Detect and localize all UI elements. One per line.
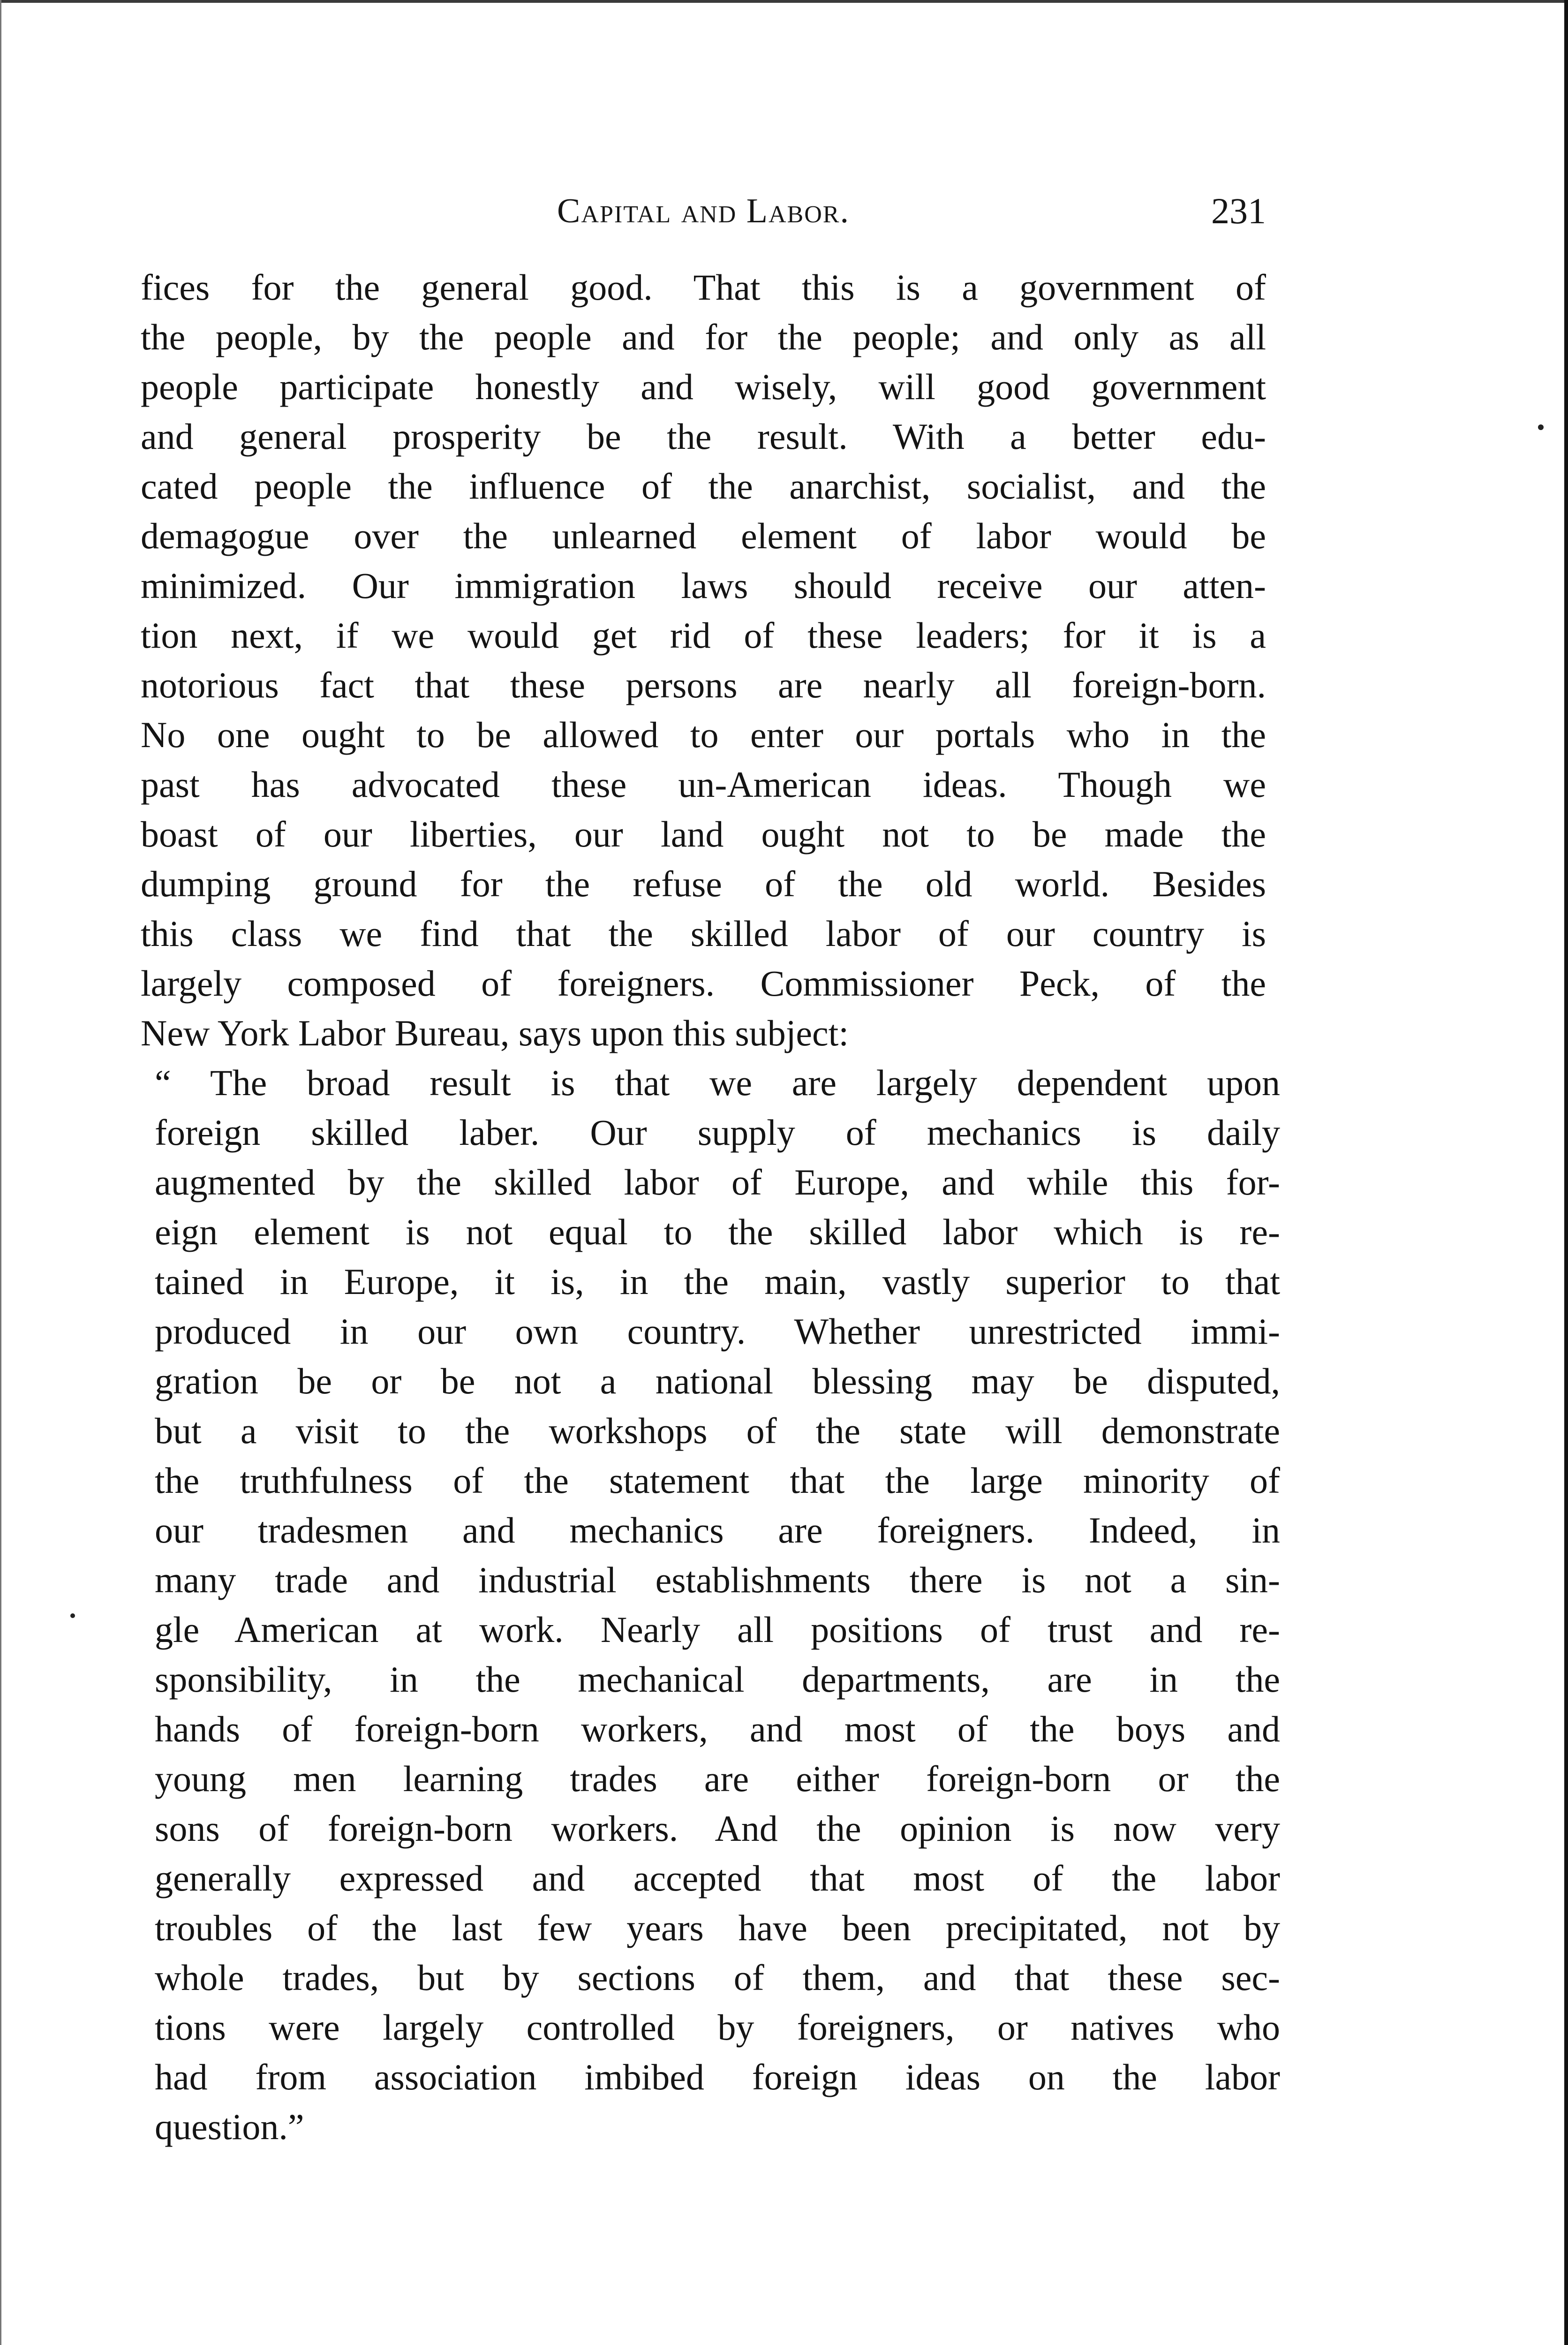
quote-line: sons of foreign-born workers. And the opinion is now very [155,1808,1280,1849]
quote-line: but a visit to the workshops of the state will demonstrate [155,1410,1280,1451]
text-line: demagogue over the unlearned element of labor would be [141,515,1266,556]
running-head [141,185,1266,237]
text-line: people participate honestly and wisely, will good government [141,366,1266,407]
quote-line: tions were largely controlled by foreigners, or natives who [155,2007,1280,2048]
quote-line: whole trades, but by sections of them, and that these sec- [155,1957,1280,1998]
text-line: dumping ground for the refuse of the old world. Besides [141,863,1266,904]
quote-line: the truthfulness of the statement that the large minority of [155,1460,1280,1501]
scan-edge-right [1564,0,1568,2345]
quote-line: sponsibility, in the mechanical departments, are in the [155,1659,1280,1700]
quote-line: had from association imbibed foreign ideas on the labor [155,2057,1280,2097]
quote-line: tained in Europe, it is, in the main, vastly superior to that [155,1261,1280,1302]
scan-edge-top [0,0,1568,3]
quote-line: gration be or be not a national blessing may be disputed, [155,1361,1280,1401]
quote-line: many trade and industrial establishments there is not a sin- [155,1559,1280,1600]
text-line: the people, by the people and for the people; and only as all [141,317,1266,357]
quote-line: gle American at work. Nearly all positions of trust and re- [155,1609,1280,1650]
running-title: Capital and Labor. [557,192,850,230]
text-line: and general prosperity be the result. With a better edu- [141,416,1266,457]
text-line: tion next, if we would get rid of these leaders; for it is a [141,615,1266,656]
text-line: past has advocated these un-American ideas. Though we [141,764,1266,805]
text-line: No one ought to be allowed to enter our portals who in the [141,714,1266,755]
quote-line: our tradesmen and mechanics are foreigners. Indeed, in [155,1510,1280,1551]
quote-line: hands of foreign-born workers, and most of the boys and [155,1709,1280,1749]
paragraph-1 [141,263,1266,1058]
quote-line: generally expressed and accepted that most of the labor [155,1858,1280,1899]
text-line: boast of our liberties, our land ought not to be made the [141,814,1266,855]
quotation-block [155,1058,1280,2152]
body-text [141,263,1280,2152]
text-line: cated people the influence of the anarchist, socialist, and the [141,466,1266,507]
text-line: notorious fact that these persons are nearly all foreign-born. [141,665,1266,705]
text-line: largely composed of foreigners. Commissioner Peck, of the [141,963,1266,1004]
quote-line: augmented by the skilled labor of Europe, and while this for- [155,1162,1280,1203]
quote-line: “ The broad result is that we are largely dependent upon [155,1062,1280,1103]
page-number: 231 [1211,190,1266,231]
quote-line: produced in our own country. Whether unrestricted immi- [155,1311,1280,1352]
text-line: minimized. Our immigration laws should receive our atten- [141,565,1266,606]
quote-line: troubles of the last few years have been precipitated, not by [155,1907,1280,1948]
text-line: this class we find that the skilled labor of our country is [141,913,1266,954]
quote-line: question.” [155,2106,304,2147]
ink-speck [1538,424,1544,430]
text-line: New York Labor Bureau, says upon this subject: [141,1013,849,1053]
quote-line: eign element is not equal to the skilled labor which is re- [155,1211,1280,1252]
text-line: fices for the general good. That this is a government of [141,267,1266,308]
scan-edge-left [0,0,1,2345]
quote-line: young men learning trades are either foreign-born or the [155,1758,1280,1799]
ink-speck [70,1613,75,1618]
quote-line: foreign skilled laber. Our supply of mechanics is daily [155,1112,1280,1153]
